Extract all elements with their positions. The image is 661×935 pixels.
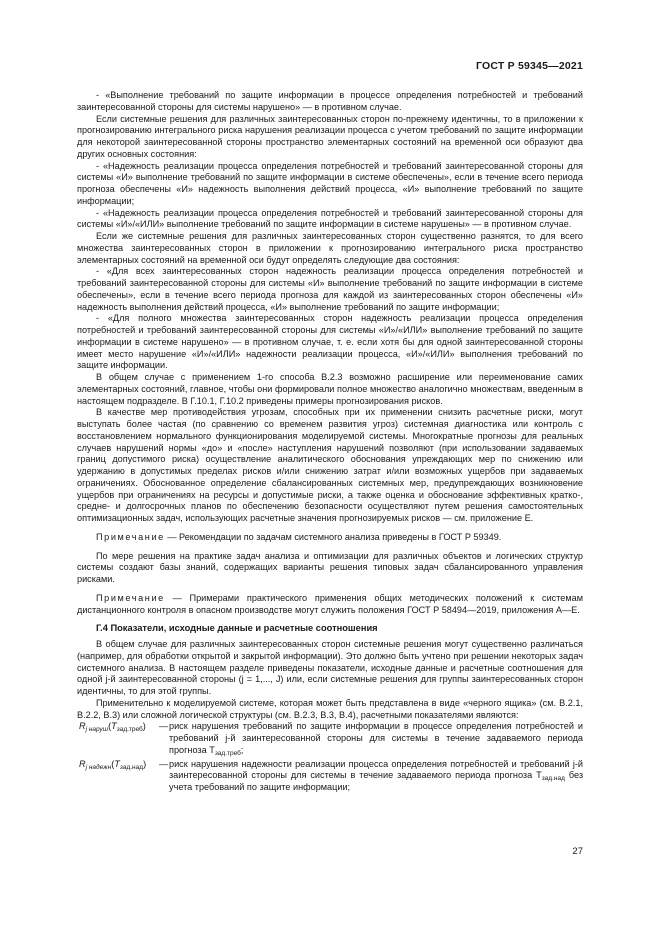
definition-item [77, 721, 583, 756]
paragraph: - «Для всех заинтересованных сторон надежность реализации процесса определения потребностей и требований заинтересованной стороны для системы «И» выполнение требований по защите информации в системе обеспечены», если в течение всего периода прогноза для каждой из заинтересованных сторон обеспечены «И» надежность выполнения действий процесса, «И» выполнение требований по защите информации; [77, 266, 583, 312]
note-label: Примечание [96, 531, 165, 542]
definition-text: риск нарушения надежности реализации процесса определения потребностей и требований j-й заинтересованной стороны для системы в течение задаваемого периода прогноза $T_{зад.над}$ без учета требований по защите информации; [169, 758, 583, 792]
paragraph: Если же системные решения для различных заинтересованных сторон существенно разнятся, то для всего множества заинтересованных сторон в приложении к прогнозированию интегрального риска пространство элементарных состояний на временной оси будут определять следующие два состояния: [77, 231, 583, 265]
note-label: Примечание [96, 592, 165, 603]
section-heading: Г.4 Показатели, исходные данные и расчетные соотношения [96, 623, 378, 634]
note-text: — Рекомендации по задачам системного анализа приведены в ГОСТ Р 59349. [164, 531, 502, 542]
paragraph: - «Надежность реализации процесса определения потребностей и требований заинтересованной стороны для системы «И» выполнение требований по защите информации в системе обеспечены», если в течение всего периода прогноза обеспечены «И» надежность выполнения действий процесса, «И» выполнение требований по защите информации; [77, 160, 583, 206]
formula-symbol: $R_{j нaруш}(T_{зад.треб})$ [79, 721, 146, 734]
paragraph: По мере решения на практике задач анализа и оптимизации для различных объектов и логических структур системы создают базы знаний, содержащих варианты решения типовых задач сбалансированного управления рисками. [77, 550, 583, 584]
note-1 [77, 532, 583, 544]
formula-symbol: $R_{j надежн}(T_{зад.над})$ [79, 758, 147, 771]
note-text: — Примерами практического применения общих методических положений к системам дистанционного контроля в опасном производстве могут служить положения ГОСТ Р 58494—2019, приложения А—Е. [77, 592, 583, 615]
paragraph: - «Выполнение требований по защите информации в процессе определения потребностей и требований заинтересованной стороны для системы нарушено» — в противном случае. [77, 90, 583, 112]
note-2 [77, 593, 583, 617]
dash-separator: — [159, 721, 169, 732]
dash-separator: — [159, 758, 169, 769]
definition-text: риск нарушения требований по защите информации в процессе определения потребностей и требований j-й заинтересованной стороны для системы в течение задаваемого периода прогноза $T_{зад.треб}$; [169, 721, 583, 757]
paragraph: Применительно к моделируемой системе, которая может быть представлена в виде «черного ящика» (см. В.2.1, В.2.2, В.3) или сложной логической структуры (см. В.2.3, В.3, В.4), расчетными показателями являются: [77, 697, 583, 720]
definition-item [77, 759, 583, 794]
paragraph: - «Надежность реализации процесса определения потребностей и требований заинтересованной стороны для системы «И»/«ИЛИ» выполнение требований по защите информации в системе нарушены» — в противном случае. [77, 207, 583, 230]
paragraph: В общем случае с применением 1-го способа В.2.3 возможно расширение или переименование самих элементарных состояний, главное, чтобы они формировали полное множество аналогично множествам, введенным в настоящем подразделе. В Г.10.1, Г.10.2 приведены примеры прогнозирования рисков. [77, 372, 583, 406]
paragraph: Если системные решения для различных заинтересованных сторон по-прежнему идентичны, то в приложении к прогнозированию интегрального риска нарушения реализации процесса с учетом требований по защите информации для некоторой заинтересованной стороны пространство элементарных состояний на временной оси образуют два других основных состояния: [77, 113, 583, 159]
paragraph: - «Для полного множества заинтересованных сторон надежность реализации процесса определения потребностей и требований заинтересованной стороны для системы «И»/«ИЛИ» выполнение требований по защите информации в системе нарушено» — в противном случае, т. е. если хотя бы для одной заинтересованной стороны имеет место нарушение «И»/«ИЛИ» надежности реализации процесса, «И»/«ИЛИ» выполнения требований по защите информации. [77, 313, 583, 371]
body-text [77, 90, 583, 794]
page-number: 27 [572, 846, 583, 857]
paragraph: В качестве мер противодействия угрозам, способных при их применении снизить расчетные риски, могут выступать более частая (по сравнению со временем развития угроз) системная диагностика или контроль с восстановлением нормального функционирования моделируемой системы. Многократные прогнозы для реальных случаев нарушений нормы «до» и «после» наступления нарушений позволяют (при использовании задаваемых границ допустимого риска) осуществление аналитического обоснования упреждающих мер по снижению или удержанию в допустимых пределах рисков и/или снижению затрат и/или возможных ущербов при задаваемых ограничениях. Обоснованное определение сбалансированных системных мер, предупреждающих возникновение ущербов при ограничениях на ресурсы и допустимые риски, а также оценка и обоснование эффективных кратко-, средне- и долгосрочных планов по обеспечению безопасности осуществляют путем решения самостоятельных оптимизационных задач, использующих расчетные значения прогнозируемых рисков — см. приложение Е. [77, 407, 583, 523]
doc-number-header: ГОСТ Р 59345—2021 [475, 60, 583, 72]
paragraph: В общем случае для различных заинтересованных сторон системные решения могут существенно различаться (например, для обработки открытой и закрытой информации). Это должно быть учтено при решении некоторых задач системного анализа. В настоящем разделе приведены показатели, исходные данные и расчетные соотношения для одной j-й заинтересованной стороны (j = 1,..., J) или, если системные решения для группы заинтересованных сторон идентичны, то для этой группы. [77, 639, 583, 696]
